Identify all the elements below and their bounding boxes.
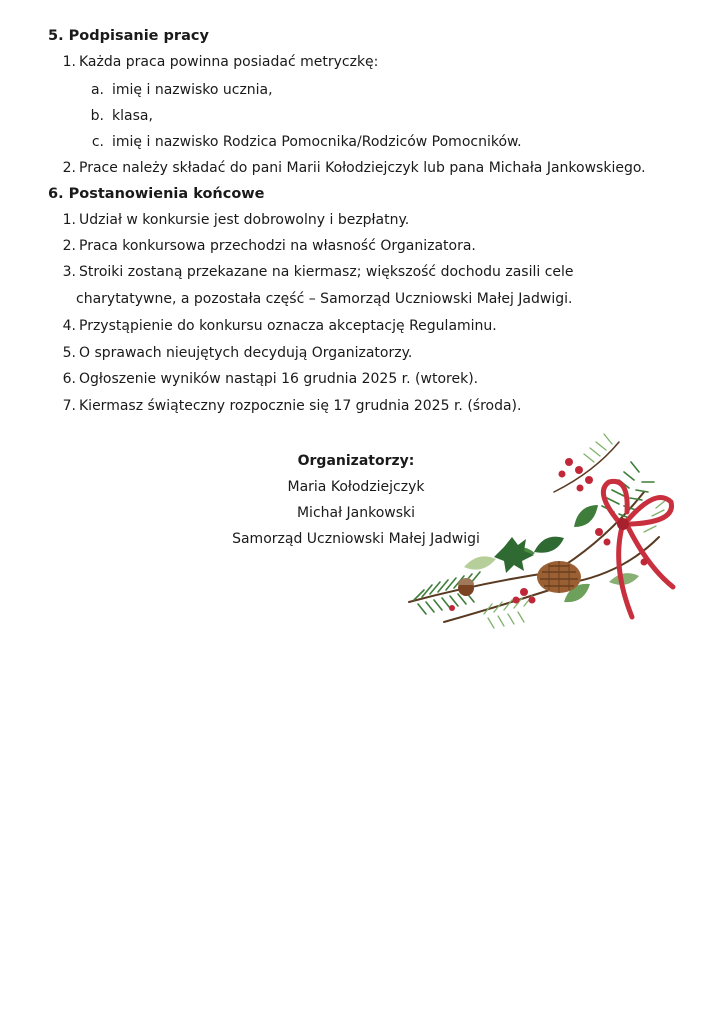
list-text: Udział w konkursie jest dobrowolny i bezpłatny.: [79, 212, 410, 228]
list-item: [58, 155, 678, 182]
list-number: 1.: [62, 212, 76, 228]
sub-list-item: [90, 134, 522, 150]
organizers-title: Organizatorzy:: [297, 453, 415, 469]
list-item: [58, 259, 678, 313]
list-text: Praca konkursowa przechodzi na własność Organizatora.: [79, 238, 476, 254]
sub-list-letter: c.: [91, 134, 104, 150]
section-heading-signing: 5. Podpisanie pracy: [48, 28, 209, 44]
sub-list-item: [90, 108, 153, 124]
organizer-name: Maria Kołodziejczyk: [287, 479, 425, 495]
list-number: 1.: [62, 54, 76, 70]
christmas-wreath-illustration-icon: [404, 432, 684, 638]
list-number: 4.: [62, 318, 76, 334]
list-number: 6.: [62, 371, 76, 387]
list-item: [58, 49, 678, 76]
sub-list-item: [90, 82, 273, 98]
list-number: 3.: [62, 264, 76, 280]
sub-list-text: klasa,: [112, 108, 153, 124]
list-text: Prace należy składać do pani Marii Kołodziejczyk lub pana Michała Jankowskiego.: [79, 160, 646, 176]
list-item: [58, 393, 678, 420]
list-text: Przystąpienie do konkursu oznacza akceptację Regulaminu.: [79, 318, 497, 334]
list-text-continuation: charytatywne, a pozostała część – Samorząd Uczniowski Małej Jadwigi.: [76, 291, 573, 307]
list-item: [58, 313, 678, 340]
list-number: 2.: [62, 238, 76, 254]
organizer-name: Michał Jankowski: [296, 505, 416, 521]
list-text: O sprawach nieujętych decydują Organizatorzy.: [79, 345, 413, 361]
list-item: [58, 207, 678, 234]
list-number: 2.: [62, 160, 76, 176]
sub-list-letter: a.: [90, 82, 104, 98]
sub-list-text: imię i nazwisko Rodzica Pomocnika/Rodziców Pomocników.: [112, 134, 522, 150]
section-heading-final-provisions: 6. Postanowienia końcowe: [48, 186, 265, 202]
list-text: Kiermasz świąteczny rozpocznie się 17 grudnia 2025 r. (środa).: [79, 398, 522, 414]
sub-list-text: imię i nazwisko ucznia,: [112, 82, 273, 98]
list-text: Stroiki zostaną przekazane na kiermasz; większość dochodu zasili cele: [79, 264, 574, 280]
list-number: 7.: [62, 398, 76, 414]
list-item: [58, 340, 678, 367]
organizer-name: Samorząd Uczniowski Małej Jadwigi: [232, 531, 480, 547]
list-item: [58, 366, 678, 393]
list-text: Ogłoszenie wyników nastąpi 16 grudnia 2025 r. (wtorek).: [79, 371, 479, 387]
list-text: Każda praca powinna posiadać metryczkę:: [79, 54, 379, 70]
list-number: 5.: [62, 345, 76, 361]
list-item: [58, 233, 678, 260]
sub-list-letter: b.: [90, 108, 104, 124]
